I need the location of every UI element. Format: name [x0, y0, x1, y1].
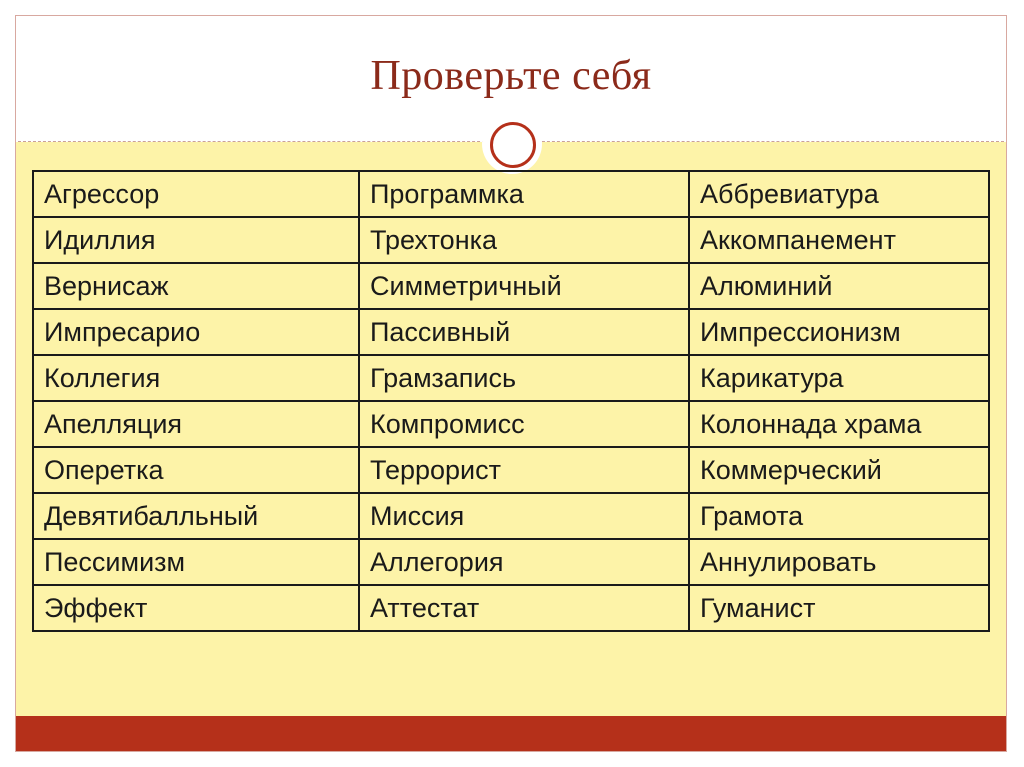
table-cell: Вернисаж [33, 263, 359, 309]
table-cell: Апелляция [33, 401, 359, 447]
table-cell: Девятибалльный [33, 493, 359, 539]
table-row [33, 263, 989, 309]
table-row [33, 493, 989, 539]
table-cell: Симметричный [359, 263, 689, 309]
table-row [33, 355, 989, 401]
table-row [33, 585, 989, 631]
table-cell: Аттестат [359, 585, 689, 631]
table-row [33, 539, 989, 585]
table-cell: Аллегория [359, 539, 689, 585]
table-cell: Аббревиатура [689, 171, 989, 217]
table-row [33, 309, 989, 355]
table-cell: Гуманист [689, 585, 989, 631]
table-cell: Импресарио [33, 309, 359, 355]
word-table-body [33, 171, 989, 631]
table-cell: Коллегия [33, 355, 359, 401]
table-cell: Пассивный [359, 309, 689, 355]
table-cell: Коммерческий [689, 447, 989, 493]
table-row [33, 401, 989, 447]
ornament-ring [490, 122, 536, 168]
table-cell: Агрессор [33, 171, 359, 217]
table-cell: Террорист [359, 447, 689, 493]
table-cell: Карикатура [689, 355, 989, 401]
table-cell: Оперетка [33, 447, 359, 493]
table-cell: Эффект [33, 585, 359, 631]
table-cell: Грамзапись [359, 355, 689, 401]
table-cell: Импрессионизм [689, 309, 989, 355]
table-cell: Колоннада храма [689, 401, 989, 447]
slide-title: Проверьте себя [370, 53, 652, 99]
table-cell: Миссия [359, 493, 689, 539]
table-cell: Аккомпанемент [689, 217, 989, 263]
table-row [33, 217, 989, 263]
table-row [33, 171, 989, 217]
table-row [33, 447, 989, 493]
table-cell: Трехтонка [359, 217, 689, 263]
circle-ornament-icon [482, 114, 542, 174]
table-cell: Компромисс [359, 401, 689, 447]
table-cell: Алюминий [689, 263, 989, 309]
table-cell: Пессимизм [33, 539, 359, 585]
table-cell: Программка [359, 171, 689, 217]
table-cell: Грамота [689, 493, 989, 539]
table-cell: Аннулировать [689, 539, 989, 585]
table-cell: Идиллия [33, 217, 359, 263]
word-table [32, 170, 990, 632]
